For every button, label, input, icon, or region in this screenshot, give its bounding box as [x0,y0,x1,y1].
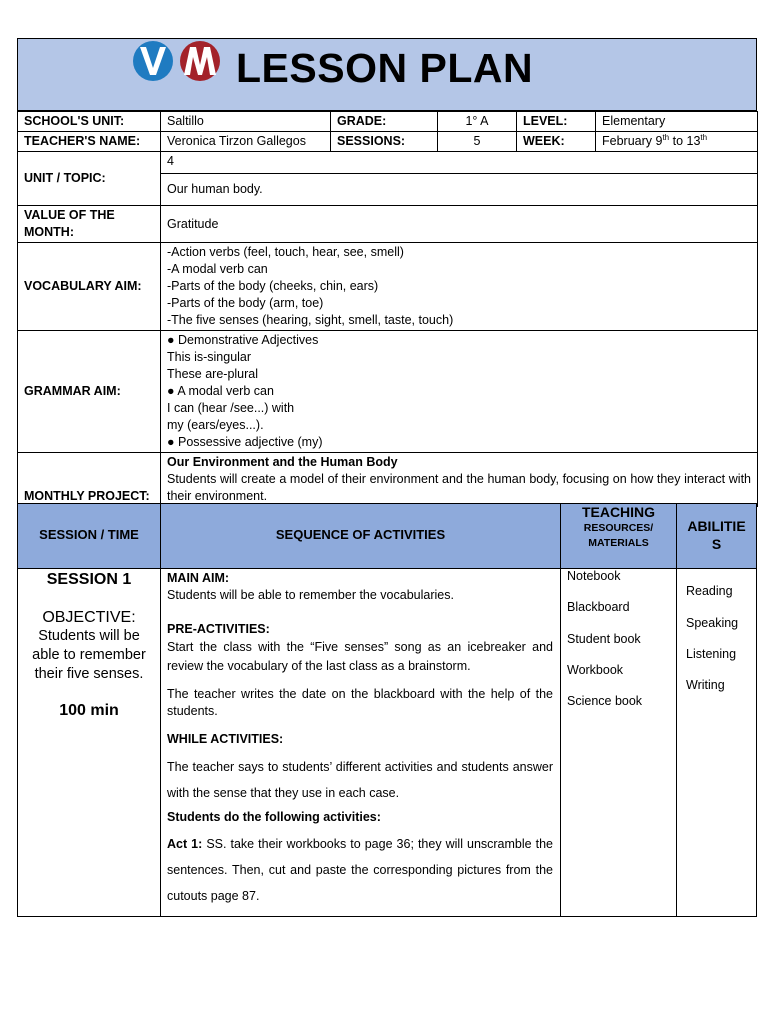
session-number: SESSION 1 [46,571,132,588]
teacher-label: TEACHER'S NAME: [18,132,161,152]
header-banner [17,38,757,111]
session-time: 100 min [59,702,119,719]
resource-item: Blackboard [567,600,630,614]
ability-item: Reading [686,584,733,598]
resource-item: Science book [567,694,643,708]
grade-value: 1° A [438,112,517,132]
column-divider [676,504,677,916]
school-logo-icon [130,39,225,84]
vocabulary-aim-list [161,243,758,331]
grammar-aim-label: GRAMMAR AIM: [18,331,161,453]
lesson-info-table [17,111,758,507]
col-sequence: SEQUENCE OF ACTIVITIES [275,527,446,542]
grade-label: GRADE: [331,112,438,132]
ability-item: Speaking [686,616,739,630]
main-aim-label: MAIN AIM: [167,571,230,585]
while-activities-text: The teacher says to students’ different activities and students answer with the sense that they use in each case. [167,760,553,800]
grammar-item: This is-singular [167,350,252,364]
unit-topic-value: Our human body. [161,174,758,206]
monthly-project [161,453,758,507]
grammar-item: I can (hear /see...) with [167,401,295,415]
value-of-month-label: VALUE OF THE MONTH: [18,206,161,243]
sessions-label: SESSIONS: [331,132,438,152]
act-1-text: Act 1: SS. take their workbooks to page 36; they will unscramble the sentences. Then, cut and paste the corresponding pictures from the cutouts page 87. [167,837,554,903]
resource-item: Student book [567,632,641,646]
objective-label: OBJECTIVE: [42,609,136,626]
resource-item: Notebook [567,569,621,583]
column-divider [560,504,561,916]
teacher-writes-text: The teacher writes the date on the blackboard with the help of the students. [167,687,553,718]
page-title: LESSON PLAN [236,45,534,91]
resources-list [567,569,675,725]
grammar-item: These are-plural [167,367,259,381]
session-cell [18,571,160,720]
resource-item: Workbook [567,663,624,677]
school-unit-label: SCHOOL'S UNIT: [18,112,161,132]
vocabulary-aim-label: VOCABULARY AIM: [18,243,161,331]
level-value: Elementary [596,112,758,132]
week-value: February 9th to 13th [596,132,758,152]
activities-cell [167,570,553,909]
grammar-aim-list [161,331,758,453]
sequence-section [17,503,757,917]
column-divider [160,504,161,916]
grammar-item: ● Possessive adjective (my) [167,435,323,449]
level-label: LEVEL: [517,112,596,132]
abilities-list [686,584,756,709]
col-teaching: TEACHING RESOURCES/ MATERIALS [581,504,656,549]
grammar-item: ● Demonstrative Adjectives [167,333,319,347]
col-abilities: ABILITIE S [687,518,746,552]
monthly-project-label: MONTHLY PROJECT: [18,453,161,507]
ability-item: Writing [686,678,725,692]
project-text: Students will create a model of their environment and the human body, focusing on how they interact with their environment. [167,472,751,503]
teacher-value: Veronica Tirzon Gallegos [161,132,331,152]
vocab-item: -The five senses (hearing, sight, smell, taste, touch) [167,313,454,327]
vocab-item: -Parts of the body (cheeks, chin, ears) [167,279,379,293]
pre-activities-text: Start the class with the “Five senses” song as an icebreaker and review the vocabulary of the last class as a brainstorm. [167,640,553,673]
col-session-time: SESSION / TIME [39,527,139,542]
while-activities-label: WHILE ACTIVITIES: [167,732,284,746]
project-title: Our Environment and the Human Body [167,455,398,469]
sessions-value: 5 [438,132,517,152]
grammar-item: ● A modal verb can [167,384,274,398]
unit-topic-label: UNIT / TOPIC: [18,152,161,206]
value-of-month: Gratitude [161,206,758,243]
main-aim-text: Students will be able to remember the vocabularies. [167,588,454,602]
objective-text: Students will be able to remember their five senses. [32,628,146,682]
week-label: WEEK: [517,132,596,152]
vocab-item: -A modal verb can [167,262,268,276]
grammar-item: my (ears/eyes...). [167,418,264,432]
do-activities-label: Students do the following activities: [167,810,381,824]
unit-number: 4 [161,152,758,174]
vocab-item: -Action verbs (feel, touch, hear, see, smell) [167,245,404,259]
vocab-item: -Parts of the body (arm, toe) [167,296,324,310]
ability-item: Listening [686,647,737,661]
pre-activities-label: PRE-ACTIVITIES: [167,622,270,636]
school-unit-value: Saltillo [161,112,331,132]
